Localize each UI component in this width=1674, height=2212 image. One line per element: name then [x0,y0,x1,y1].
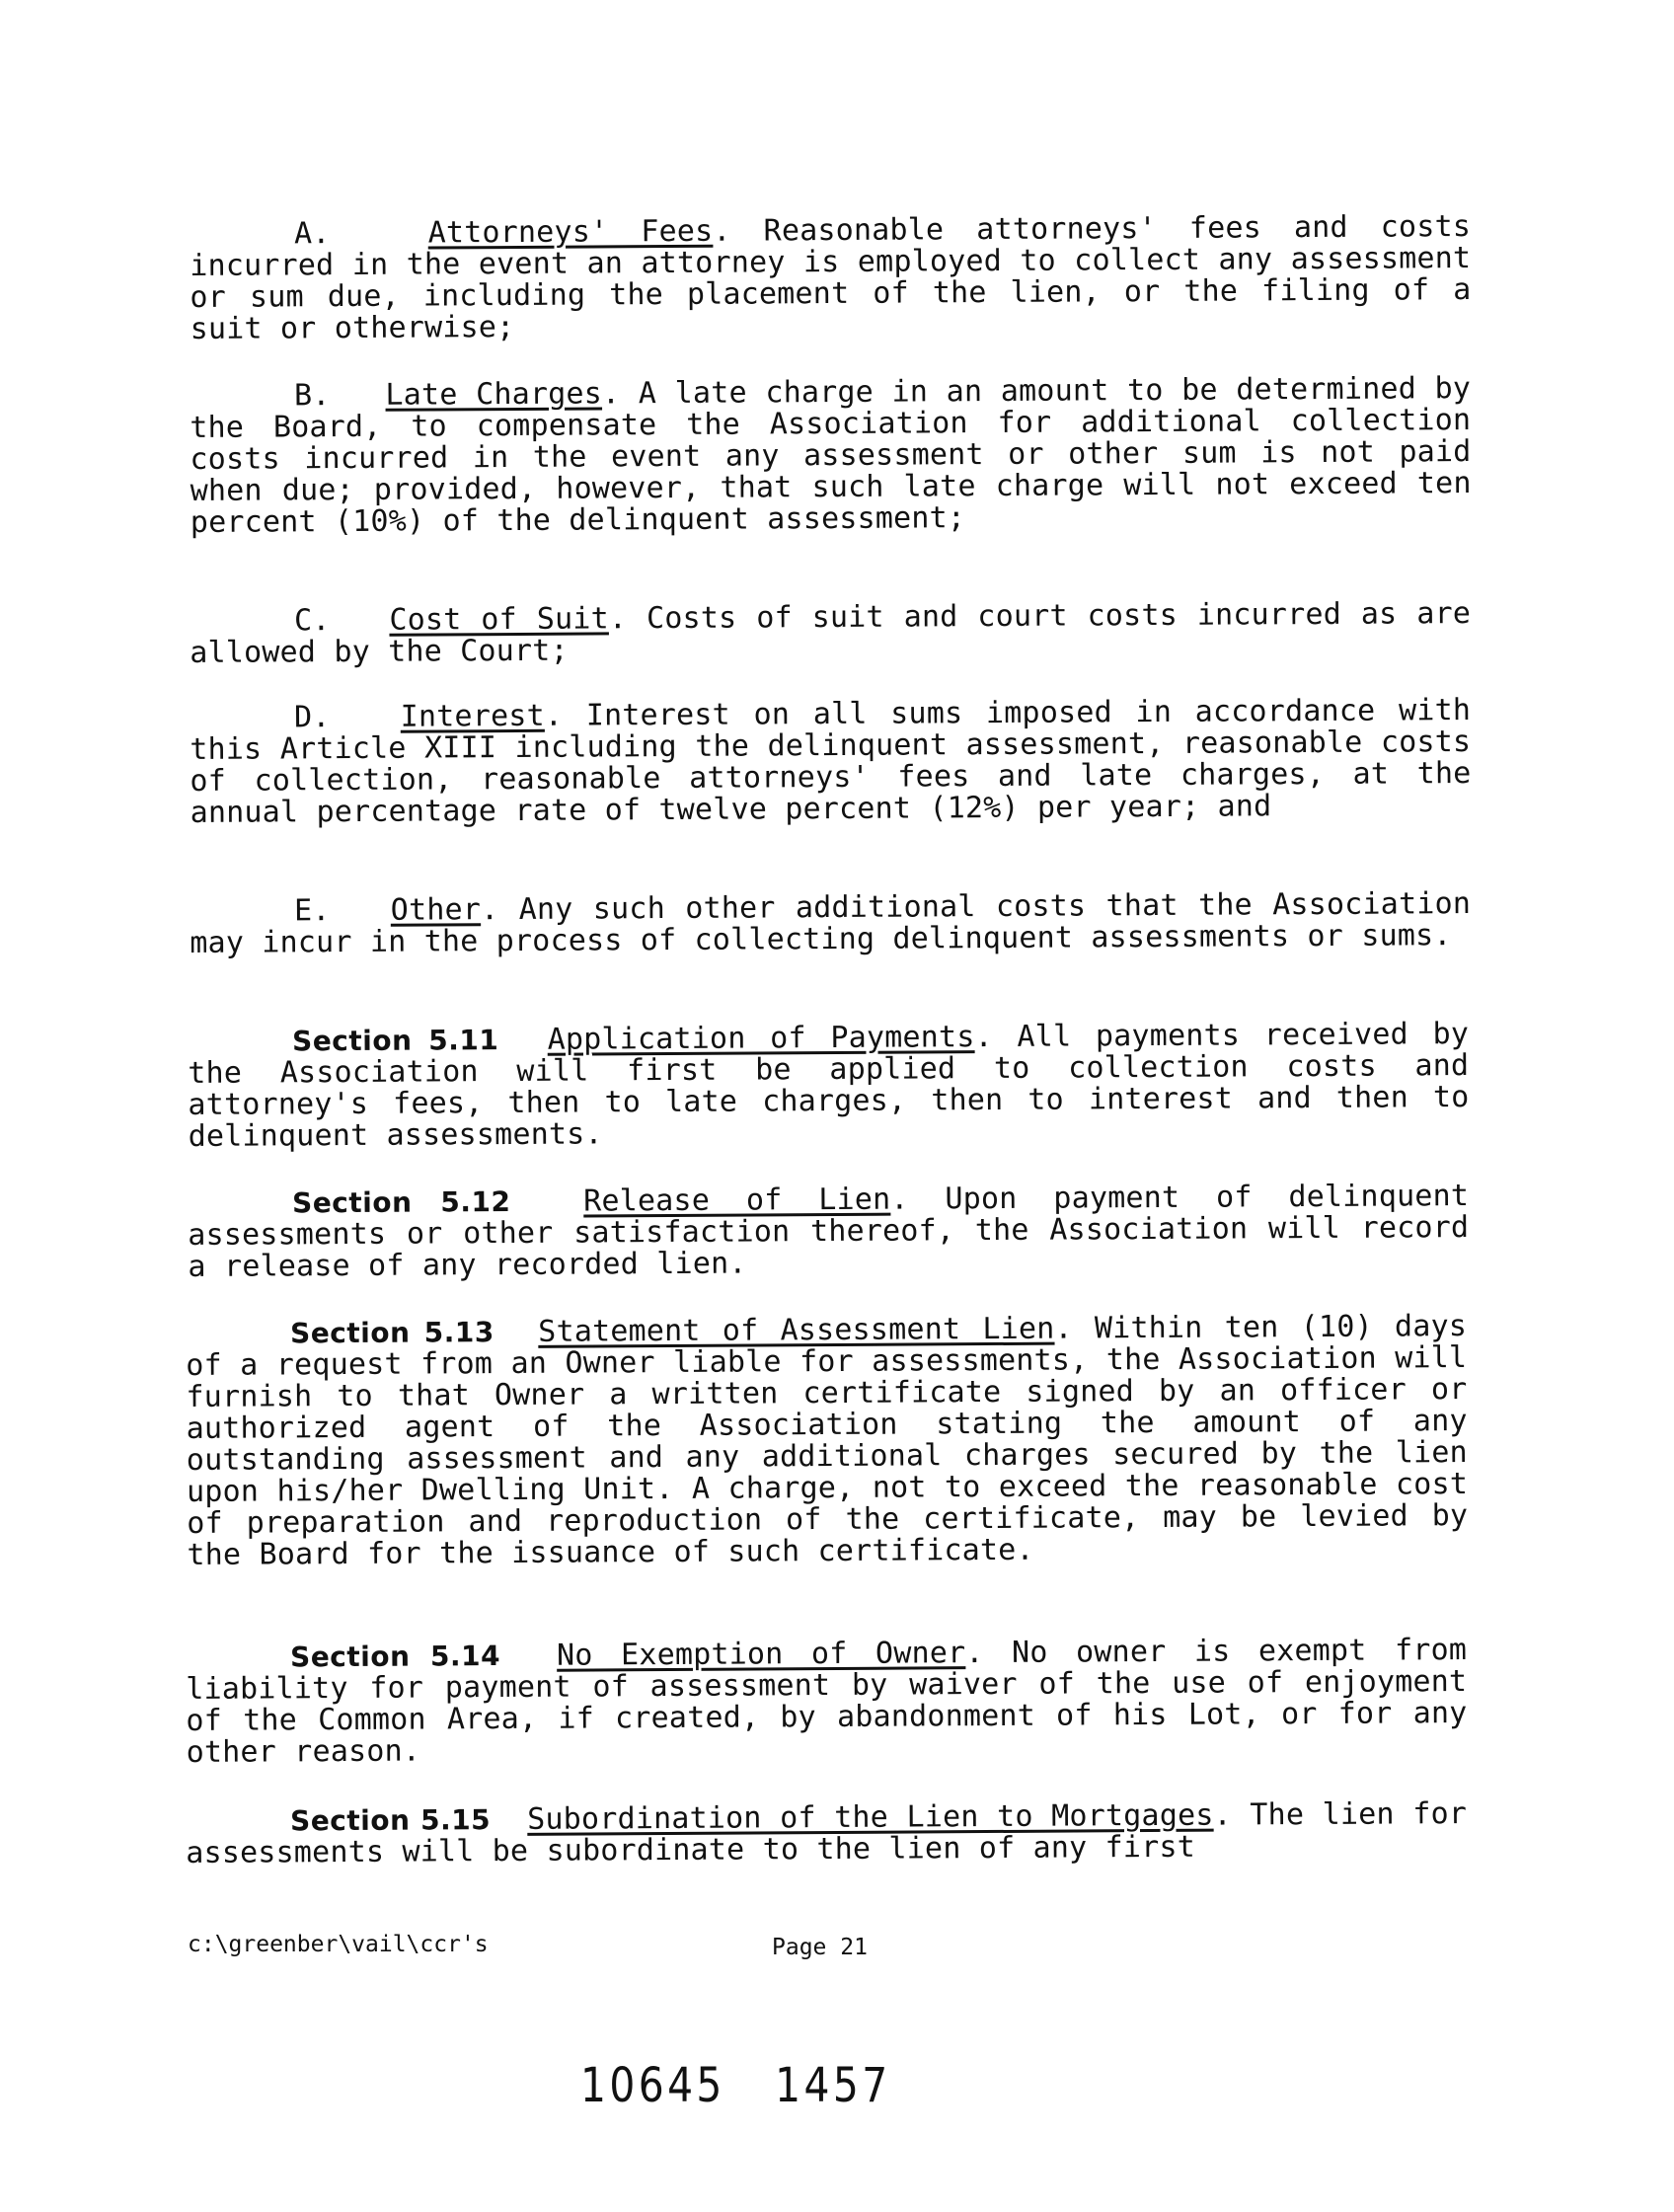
paragraph-c [190,598,1471,669]
paragraph-label: D. [293,700,331,735]
section-5-11 [188,1019,1470,1153]
section-heading: No Exemption of Owner [556,1636,966,1673]
section-text: . Within ten (10) days of a request from an Owner liable for assessments, the Association will furnish to that Owner a written certificate signed by an officer or authorized agent of the Association stating the amount of any outstanding assessment and any additional charges secured by the lien upon his/her Dwelling Unit. A charge, not to exceed the reasonable cost of preparation and reproduction of the certificate, may be levied by the Board for the issuance of such certificate. [186,1309,1469,1572]
paragraph-text: . Costs of suit and court costs incurred as are allowed by the Court; [190,596,1472,670]
section-heading: Application of Payments [547,1020,975,1057]
paragraph-b [190,373,1472,539]
paragraph-a [190,211,1472,345]
section-heading: Subordination of the Lien to Mortgages [527,1797,1214,1837]
paragraph-label: C. [293,603,331,639]
section-5-12 [188,1181,1470,1283]
section-heading: Statement of Assessment Lien [538,1311,1055,1349]
paragraph-heading: Cost of Suit [389,601,609,638]
paragraph-label: E. [293,893,331,929]
section-5-15 [186,1798,1467,1869]
paragraph-text: . Interest on all sums imposed in accordance with this Article XIII including the delinquent assessment, reasonable costs of collection, reasonable attorneys' fees and late charges, at the annual percentage rate of twelve percent (12%) per year; and [190,693,1472,830]
paragraph-heading: Attorneys' Fees [427,213,714,251]
paragraph-e [190,888,1471,959]
section-label: Section 5.11 [291,1024,499,1058]
section-5-13 [186,1311,1469,1571]
section-label: Section 5.13 [289,1316,495,1350]
section-text: . Upon payment of delinquent assessments or other satisfaction thereof, the Association will record a release of any recorded lien. [188,1179,1470,1284]
paragraph-label: A. [293,216,331,252]
section-text: . The lien for assessments will be subordinate to the lien of any first [186,1796,1468,1870]
section-heading: Release of Lien [583,1182,891,1219]
section-text: . No owner is exempt from liability for payment of assessment by waiver of the use of enjoyment of the Common Area, if created, by abandonment of his Lot, or for any other reason. [186,1633,1468,1770]
section-label: Section 5.14 [289,1640,501,1674]
paragraph-text: . Any such other additional costs that the Association may incur in the process of collecting delinquent assessments or sums. [190,886,1472,960]
paragraph-d [190,695,1472,829]
paragraph-heading: Other [390,892,482,928]
section-label: Section 5.12 [291,1185,511,1220]
paragraph-heading: Interest [400,698,545,734]
paragraph-text: . A late charge in an amount to be determined by the Board, to compensate the Association for additional collection costs incurred in the event any assessment or other sum is not paid when due; provided, however, that such late charge will not exceed ten percent (10%) of the delinquent assessment; [190,371,1472,540]
section-text: . All payments received by the Association will first be applied to collection costs and attorney's fees, then to late charges, then to interest and then to delinquent assessments. [188,1017,1470,1154]
footer-file-path: c:\greenber\vail\ccr's [188,1932,489,1957]
section-5-14 [186,1635,1468,1769]
paragraph-heading: Late Charges [385,376,603,413]
paragraph-text: . Reasonable attorneys' fees and costs incurred in the event an attorney is employed to collect any assessment or sum due, including the placement of the lien, or the filing of a suit or otherwise; [190,209,1472,346]
paragraph-label: B. [293,378,331,414]
recording-stamp: 10645 1457 [580,2058,891,2113]
footer-page-number: Page 21 [772,1935,868,1960]
section-label: Section 5.15 [289,1803,492,1838]
